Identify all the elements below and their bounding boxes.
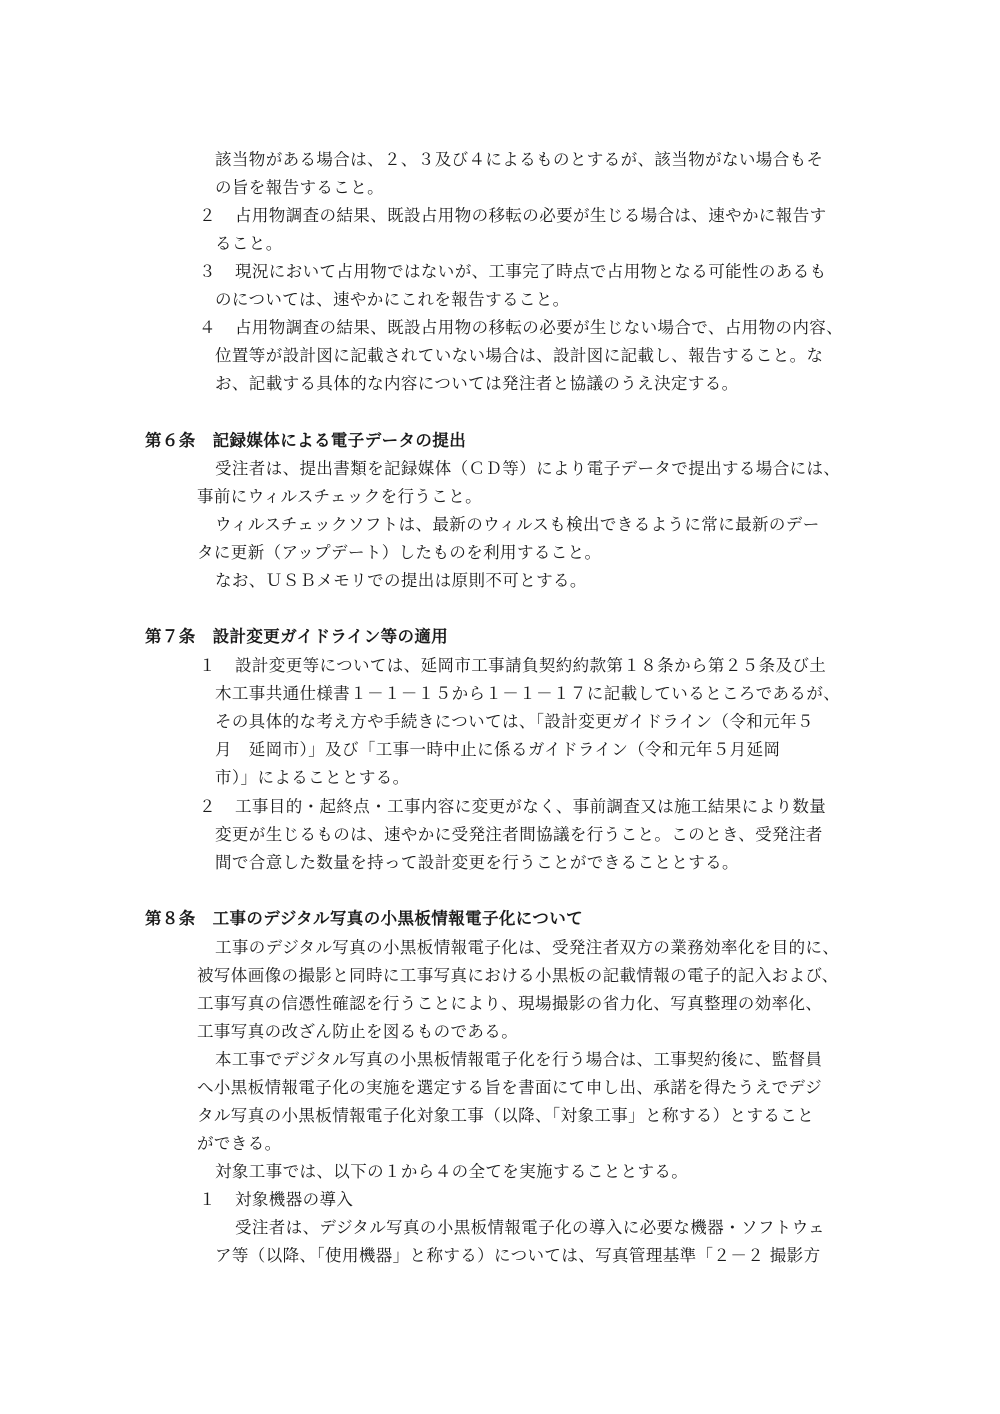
article-7-item-2-line-3: 間で合意した数量を持って設計変更を行うことができることとする。 — [215, 853, 739, 872]
article-6-line-2: 事前にウィルスチェックを行うこと。 — [197, 487, 482, 506]
item-a3-number: ３ — [199, 262, 216, 281]
article-7-item-1-line-1: 設計変更等については、延岡市工事請負契約約款第１８条から第２５条及び土 — [235, 656, 827, 675]
item-a3-line-1: 現況において占用物ではないが、工事完了時点で占用物となる可能性のあるも — [235, 262, 827, 281]
item-a2-number: ２ — [199, 206, 216, 225]
article-8-heading: 第８条 工事のデジタル写真の小黒板情報電子化について — [145, 909, 584, 928]
item-a4-number: ４ — [199, 318, 216, 337]
article-7-item-2-line-1: 工事目的・起終点・工事内容に変更がなく、事前調査又は施工結果により数量 — [235, 797, 827, 816]
article-8-line-9: 対象工事では、以下の１から４の全てを実施することとする。 — [215, 1162, 689, 1181]
article-7-heading: 第７条 設計変更ガイドライン等の適用 — [145, 627, 449, 646]
item-a4-line-1: 占用物調査の結果、既設占用物の移転の必要が生じない場合で、占用物の内容、 — [235, 318, 844, 337]
article-8-sub-1-title: 対象機器の導入 — [235, 1190, 354, 1209]
article-6-line-1: 受注者は、提出書類を記録媒体（ＣＤ等）により電子データで提出する場合には、 — [215, 459, 841, 478]
item-a2-line-1: 占用物調査の結果、既設占用物の移転の必要が生じる場合は、速やかに報告す — [235, 206, 827, 225]
article-8-line-4: 工事写真の改ざん防止を図るものである。 — [197, 1022, 519, 1041]
article-7-item-1-line-4: 月 延岡市）」及び「工事一時中止に係るガイドライン（令和元年５月延岡 — [215, 740, 781, 759]
item-a2-line-2: ること。 — [215, 234, 283, 253]
article-6-line-5: なお、ＵＳＢメモリでの提出は原則不可とする。 — [215, 571, 587, 590]
article-7-item-1-line-5: 市）」によることとする。 — [215, 768, 410, 787]
article-8-line-2: 被写体画像の撮影と同時に工事写真における小黒板の記載情報の電子的記入および、 — [197, 966, 839, 985]
article-8-sub-1-number: １ — [199, 1190, 216, 1209]
article-7-item-2-number: ２ — [199, 797, 216, 816]
article-8-line-1: 工事のデジタル写真の小黒板情報電子化は、受発注者双方の業務効率化を目的に、 — [215, 938, 840, 957]
item-a4-line-3: お、記載する具体的な内容については発注者と協議のうえ決定する。 — [215, 374, 739, 393]
article-8-line-7: タル写真の小黒板情報電子化対象工事（以降、「対象工事」と称する）とすること — [197, 1106, 815, 1125]
article-6-heading: 第６条 記録媒体による電子データの提出 — [145, 431, 467, 450]
item-a3-line-2: のについては、速やかにこれを報告すること。 — [215, 290, 570, 309]
article-8-sub-1-line-2: ア等（以降、「使用機器」と称する）については、写真管理基準「２－２ 撮影方 — [215, 1246, 821, 1265]
article-8-line-3: 工事写真の信憑性確認を行うことにより、現場撮影の省力化、写真整理の効率化、 — [197, 994, 823, 1013]
article-7-item-1-line-2: 木工事共通仕様書１－１－１５から１－１－１７に記載しているところであるが、 — [215, 684, 841, 703]
article-6-line-4: タに更新（アップデート）したものを利用すること。 — [197, 543, 602, 562]
article-8-line-5: 本工事でデジタル写真の小黒板情報電子化を行う場合は、工事契約後に、監督員 — [215, 1050, 823, 1069]
item-a4-line-2: 位置等が設計図に記載されていない場合は、設計図に記載し、報告すること。な — [215, 346, 824, 365]
article-6-line-3: ウィルスチェックソフトは、最新のウィルスも検出できるように常に最新のデー — [215, 515, 820, 534]
article-7-item-1-line-3: その具体的な考え方や手続きについては、「設計変更ガイドライン（令和元年５ — [215, 712, 814, 731]
article-8-line-8: ができる。 — [197, 1134, 282, 1153]
article-7-item-2-line-2: 変更が生じるものは、速やかに受発注者間協議を行うこと。このとき、受発注者 — [215, 825, 823, 844]
article-7-item-1-number: １ — [199, 656, 216, 675]
intro-line-2: の旨を報告すること。 — [215, 178, 384, 197]
intro-line-1: 該当物がある場合は、２、３及び４によるものとするが、該当物がない場合もそ — [215, 150, 824, 169]
article-8-sub-1-line-1: 受注者は、デジタル写真の小黒板情報電子化の導入に必要な機器・ソフトウェ — [235, 1218, 825, 1237]
article-8-line-6: へ小黒板情報電子化の実施を選定する旨を書面にて申し出、承諾を得たうえでデジ — [197, 1078, 822, 1097]
